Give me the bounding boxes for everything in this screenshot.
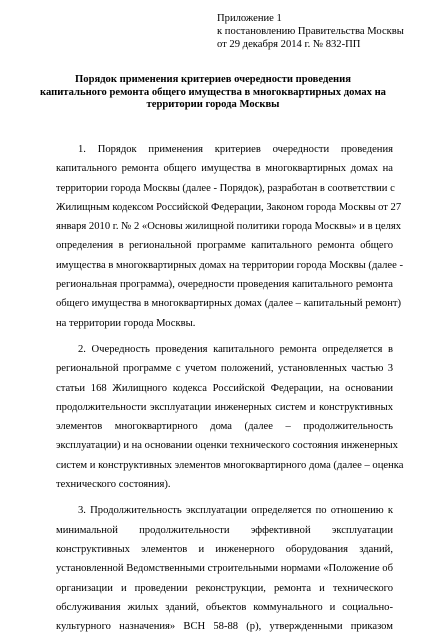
text-line: обслуживания жилых зданий, объектов коммунального и социально- [56,601,393,613]
text-line: капитального ремонта общего имущества в многоквартирных домах на [56,163,393,175]
annex-line: к постановлению Правительства Москвы [217,26,404,37]
text-line: 3. Продолжительность эксплуатации определяется по отношению к [78,505,393,517]
text-line: региональной программе с учетом положений, установленных частью 3 [56,363,393,375]
text-line: региональная программа), очередности проведения капитального ремонта [56,279,393,291]
paragraph-1 [56,140,404,333]
text-line: статьи 168 Жилищного кодекса Российской Федерации, на основании [56,382,393,394]
paragraph-2 [56,340,404,494]
text-line: минимальной продолжительности эффективной эксплуатации [56,524,393,536]
text-line: 1. Порядок применения критериев очередности проведения [78,144,393,155]
text-line: элементов многоквартирного дома (далее – продолжительность [56,421,393,433]
text-line: территории города Москвы (далее - Порядок), разработан в соответствии с [56,182,395,194]
text-line: января 2010 г. № 2 «Основы жилищной политики города Москвы» и в целях [56,221,402,233]
text-line: на территории города Москвы. [56,317,196,329]
text-line: 2. Очередность проведения капитального ремонта определяется в [78,343,393,355]
text-line: общего имущества в многоквартирных домах (далее – капитальный ремонт) [56,298,402,310]
annex-line: от 29 декабря 2014 г. № 832-ПП [217,39,361,50]
text-line: организации и проведении реконструкции, ремонта и технического [56,582,393,594]
text-line: Жилищным кодексом Российской Федерации, Законом города Москвы от 27 [56,201,402,213]
title-line: территории города Москвы [146,99,280,111]
document-body [56,140,404,636]
annex-line: Приложение 1 [217,13,282,24]
title-line: Порядок применения критериев очередности проведения [75,74,351,85]
text-line: систем и конструктивных элементов многоквартирного дома (далее – оценка [56,459,404,471]
text-line: имущества в многоквартирных домах на территории города Москвы (далее - [56,259,404,271]
text-line: эксплуатации) и на основании оценки технического состояния инженерных [56,440,398,452]
text-line: технического состояния). [56,479,171,491]
paragraph-3 [56,501,393,636]
text-line: культурного назначения» ВСН 58-88 (р), утвержденными приказом [56,621,393,633]
text-line: определения в региональной программе капитального ремонта общего [56,240,393,252]
title-line: капитального ремонта общего имущества в многоквартирных домах на [40,86,386,98]
text-line: установленной Ведомственными строительными нормами «Положение об [56,563,393,575]
text-line: продолжительности эксплуатации инженерных систем и конструктивных [56,401,393,413]
document-title [28,74,398,112]
text-line: конструктивных элементов и инженерного оборудования зданий, [56,543,393,555]
annex-header [217,12,417,51]
